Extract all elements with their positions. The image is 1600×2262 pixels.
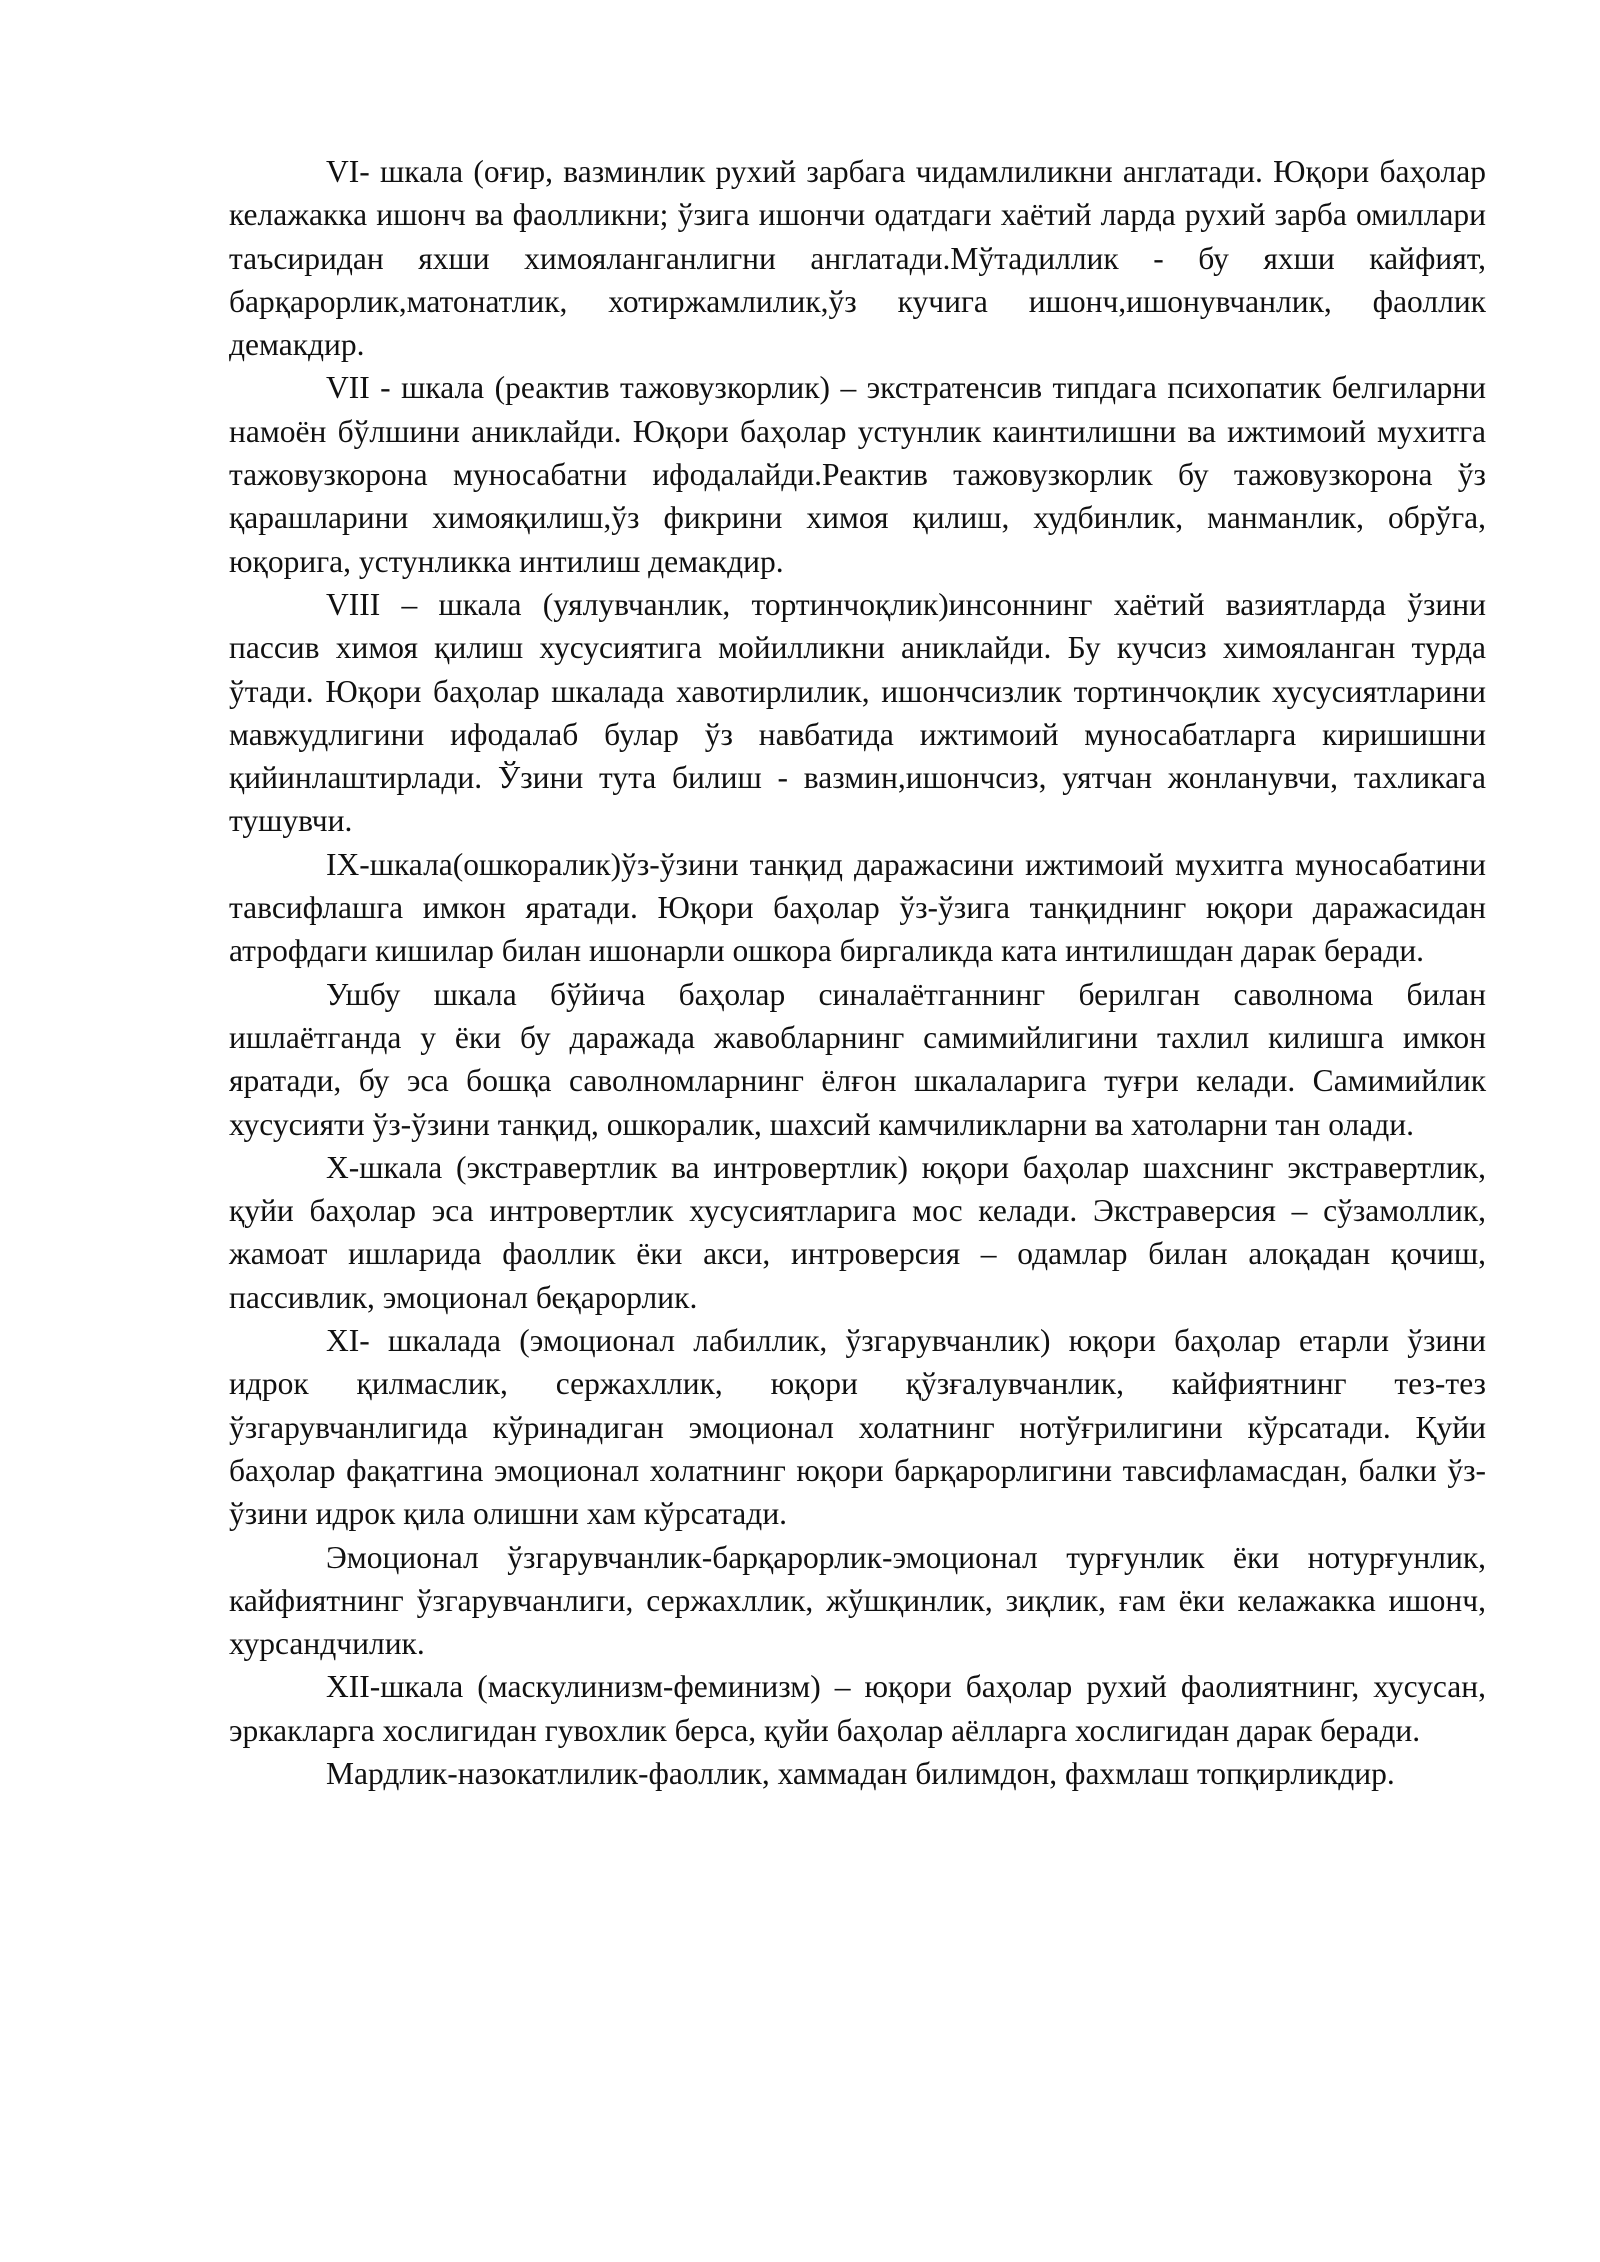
paragraph-scale-12: XII-шкала (маскулинизм-феминизм) – юқори баҳолар рухий фаолиятнинг, хусусан, эркакларга хослигидан гувохлик берса, қуйи баҳолар аёлларга хослигидан дарак беради. [229, 1669, 1486, 1748]
paragraph-scale-6: VI- шкала (оғир, вазминлик рухий зарбага чидамлиликни англатади. Юқори баҳолар келажакка ишонч ва фаолликни; ўзига ишончи одатдаги хаётий ларда рухий зарба омиллари таъсиридан яхши химояланганлигни англатади.Мўтадиллик - бу яхши кайфият, барқарорлик,матонатлик, хотиржамлилик,ўз кучига ишонч,ишонувчанлик, фаоллик демакдир. [229, 154, 1486, 363]
paragraph-scale-8: VIII – шкала (уялувчанлик, тортинчоқлик)инсоннинг хаётий вазиятларда ўзини пассив химоя қилиш хусусиятига мойилликни аниклайди. Бу кучсиз химояланган турда ўтади. Юқори баҳолар шкалада хавотирлилик, ишончсизлик тортинчоқлик хусусиятларини мавжудлигини ифодалаб булар ўз навбатида ижтимоий муносабатларга киришишни қийинлаштирлади. Ўзини тута билиш - вазмин,ишончсиз, уятчан жонланувчи, тахликага тушувчи. [229, 586, 1486, 839]
paragraph-masculinity: Мардлик-назокатлилик-фаоллик, хаммадан билимдон, фахмлаш топқирликдир. [326, 1755, 1395, 1791]
paragraph-scale-7: VII - шкала (реактив тажовузкорлик) – экстратенсив типдага психопатик белгиларни намоён бўлшини аниклайди. Юқори баҳолар устунлик каинтилишни ва ижтимоий мухитга тажовузкорона муносабатни ифодалайди.Реактив тажовузкорлик бу тажовузкорона ўз қарашларини химояқилиш,ўз фикрини химоя қилиш, худбинлик, манманлик, обрўга, юқорига, устунликка интилиш демакдир. [229, 370, 1486, 579]
document-page [229, 150, 1486, 1795]
paragraph-sincerity: Ушбу шкала бўйича баҳолар синалаётганнинг берилган саволнома билан ишлаётганда у ёки бу даражада жавобларнинг самимийлигини тахлил килишга имкон яратади, бу эса бошқа саволномларнинг ёлғон шкалаларига туғри келади. Самимийлик хусусияти ўз-ўзини танқид, ошкоралик, шахсий камчиликларни ва хатоларни тан олади. [229, 976, 1486, 1142]
paragraph-scale-9: IX-шкала(ошкоралик)ўз-ўзини танқид даражасини ижтимоий мухитга муносабатини тавсифлашга имкон яратади. Юқори баҳолар ўз-ўзига танқиднинг юқори даражасидан атрофдаги кишилар билан ишонарли ошкора биргаликда ката интилишдан дарак беради. [229, 846, 1486, 969]
paragraph-scale-11: XI- шкалада (эмоционал лабиллик, ўзгарувчанлик) юқори баҳолар етарли ўзини идрок қилмаслик, сержахллик, юқори қўзғалувчанлик, кайфиятнинг тез-тез ўзгарувчанлигида кўринадиган эмоционал холатнинг нотўғрилигини кўрсатади. Қуйи баҳолар фақатгина эмоционал холатнинг юқори барқарорлигини тавсифламасдан, балки ўз-ўзини идрок қила олишни хам кўрсатади. [229, 1323, 1486, 1532]
paragraph-emotional-stability: Эмоционал ўзгарувчанлик-барқарорлик-эмоционал турғунлик ёки нотурғунлик, кайфиятнинг ўзгарувчанлиги, сержахллик, жўшқинлик, зиқлик, ғам ёки келажакка ишонч, хурсандчилик. [229, 1539, 1486, 1662]
paragraph-scale-10: X-шкала (экстравертлик ва интровертлик) юқори баҳолар шахснинг экстравертлик, қуйи баҳолар эса интровертлик хусусиятларига мос келади. Экстраверсия – сўзамоллик, жамоат ишларида фаоллик ёки акси, интроверсия – одамлар билан алоқадан қочиш, пассивлик, эмоционал беқарорлик. [229, 1149, 1486, 1315]
